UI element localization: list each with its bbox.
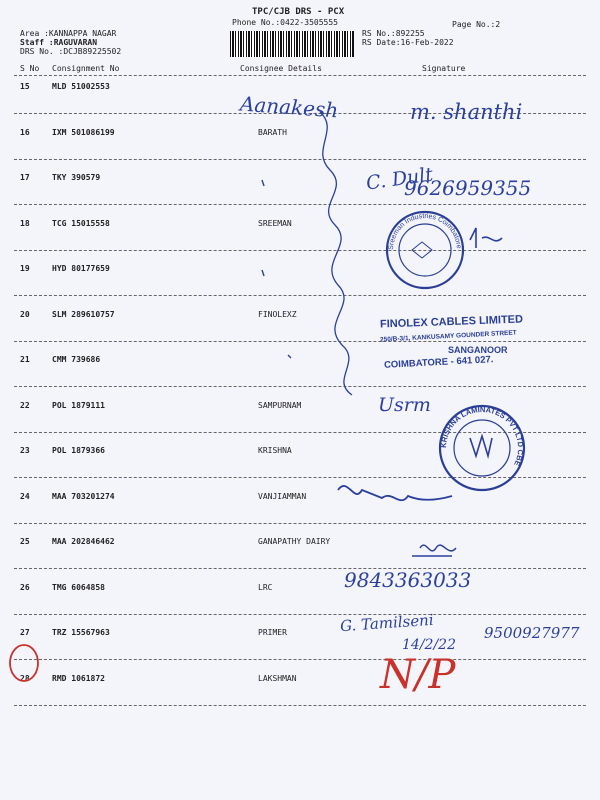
row-sno: 21: [20, 355, 30, 364]
handwriting-mshanthi: m. shanthi: [410, 100, 523, 124]
krishna-stamp-text: KRISHNA LAMINATES PVT LTD CBE: [438, 404, 526, 468]
row-consignee: SAMPURNAM: [258, 400, 302, 410]
handwriting-phone-27: 9500927977: [484, 624, 580, 642]
row-sno: 26: [20, 582, 30, 592]
row-sno: 16: [20, 127, 30, 137]
sreeman-stamp: [387, 212, 463, 288]
row-sno: 19: [20, 264, 30, 273]
scribble-row25: [412, 545, 456, 556]
row-consignment: POL 1879366: [52, 446, 105, 455]
handwriting-usrm: Usrm: [378, 394, 431, 416]
row-consignee: LAKSHMAN: [258, 673, 297, 683]
row-consignment: MAA 202846462: [52, 537, 115, 546]
krishna-stamp: [439, 405, 525, 490]
row-consignment: RMD 1061872: [52, 673, 105, 683]
handwriting-tamilseni: G. Tamilseni: [339, 610, 435, 636]
document-title: TPC/CJB DRS - PCX: [252, 7, 345, 17]
row-consignment: POL 1879111: [52, 400, 105, 410]
finolex-stamp-name: FINOLEX CABLES LIMITED: [379, 313, 524, 331]
row-consignee: VANJIAMMAN: [258, 491, 307, 501]
checkmark-22: [288, 355, 291, 358]
row-consignee: BARATH: [258, 127, 287, 137]
row-sno: 25: [20, 537, 30, 546]
row-consignee: SREEMAN: [258, 218, 292, 228]
rs-date: RS Date:16-Feb-2022: [362, 38, 454, 47]
col-consignee: Consignee Details: [240, 64, 322, 73]
handwriting-np: N/P: [380, 652, 456, 698]
row-sno: 27: [20, 628, 30, 637]
row-sno: 24: [20, 491, 30, 501]
row-consignment: MAA 703201274: [52, 491, 115, 501]
handwriting-phone-26: 9843363033: [344, 568, 472, 592]
red-circle-28: [10, 645, 38, 681]
sreeman-stamp-text: Sreeman Industries Coimbatore: [387, 212, 463, 251]
row-consignment: TCG 15015558: [52, 218, 110, 228]
finolex-stamp-addr: 250/B-3/1, KANKUSAMY GOUNDER STREET: [379, 329, 517, 344]
row-consignment: HYD 80177659: [52, 264, 110, 273]
row-consignment: TKY 390579: [52, 173, 101, 182]
col-signature: Signature: [422, 64, 466, 73]
row-sno: 23: [20, 446, 30, 455]
row-consignment: CMM 739686: [52, 355, 101, 364]
row-consignee: LRC: [258, 582, 273, 592]
area-label: Area :KANNAPPA NAGAR: [20, 29, 117, 38]
finolex-stamp-area: SANGANOOR: [448, 345, 508, 355]
page-number: Page No.:2: [452, 20, 501, 29]
rs-number: RS No.:892255: [362, 29, 425, 38]
row-consignment: MLD 51002553: [52, 82, 110, 91]
row-consignee: KRISHNA: [258, 446, 292, 455]
row-sno: 18: [20, 218, 30, 228]
handwriting-aanakesh: Aanakesh: [239, 91, 339, 123]
row-sno: 22: [20, 400, 30, 410]
scribble-row24: [338, 486, 452, 500]
row-consignment: TMG 6064858: [52, 582, 105, 592]
drs-number: DRS No. :DCJB89225502: [20, 47, 122, 56]
row-consignment: SLM 289610757: [52, 309, 115, 319]
wavy-scribble: [320, 112, 352, 395]
row-consignment: IXM 501086199: [52, 127, 115, 137]
row-sno: 17: [20, 173, 30, 182]
checkmark-21: [262, 270, 264, 276]
row-consignment: TRZ 15567963: [52, 628, 110, 637]
col-sno: S No: [20, 64, 40, 73]
handwriting-phone-17: 9626959355: [404, 176, 532, 200]
row-sno: 28: [20, 673, 30, 683]
phone-number: Phone No.:0422-3505555: [232, 18, 338, 27]
checkmark-16: [262, 180, 264, 186]
staff-label: Staff :RAGUVARAN: [20, 38, 98, 47]
handwriting-cdult: C. Dult: [364, 163, 435, 195]
row-consignee: FINOLEXZ: [258, 309, 297, 319]
finolex-stamp-city: COIMBATORE - 641 027.: [383, 354, 494, 371]
row-consignee: GANAPATHY DAIRY: [258, 537, 331, 546]
col-consignment: Consignment No: [52, 64, 120, 73]
handwriting-date-27: 14/2/22: [402, 637, 456, 653]
row-sno: 20: [20, 309, 30, 319]
row-sno: 15: [20, 82, 30, 91]
row-consignee: PRIMER: [258, 628, 287, 637]
scribble-row18: [470, 228, 502, 248]
